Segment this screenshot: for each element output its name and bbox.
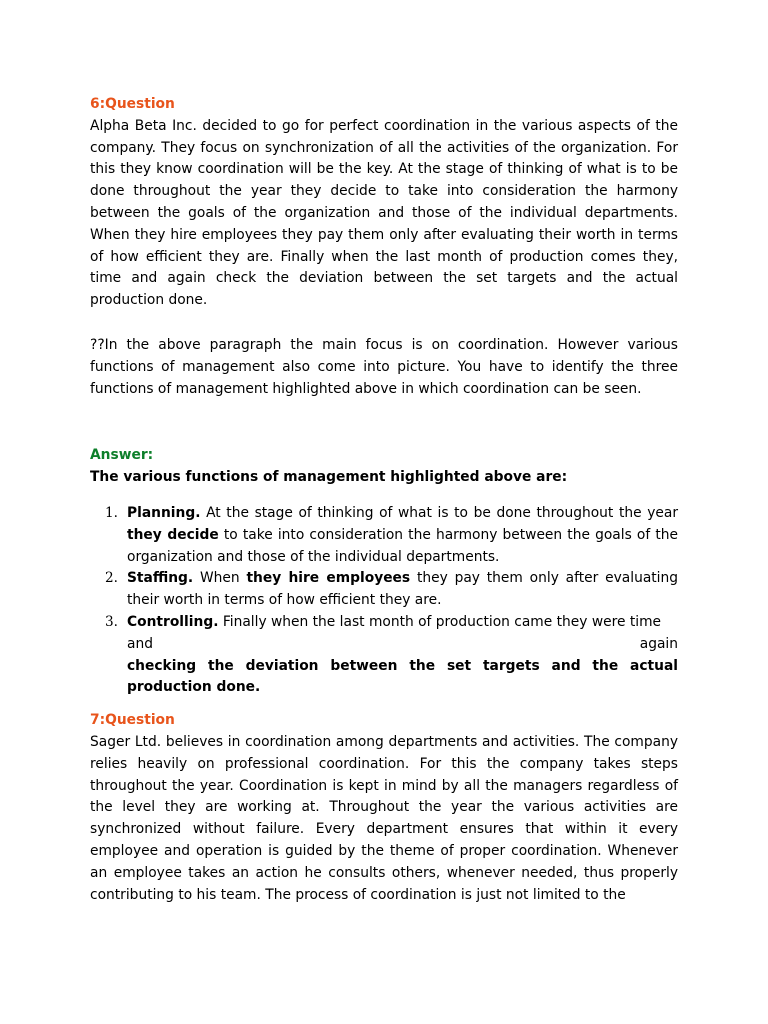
question-6-paragraph: Alpha Beta Inc. decided to go for perfect coordination in the various aspects of the company. They focus on synchronization of all the activities of the organization. For this they know coordination will be the key. At the stage of thinking of what is to be done throughout the year they decide to take into consideration the harmony between the goals of the organization and those of the individual departments. When they hire employees they pay them only after evaluating their worth in terms of how efficient they are. Finally when the last month of production comes they, time and again check the deviation between the set targets and the actual production done. — [90, 117, 678, 309]
list-number: 3. — [105, 613, 118, 630]
question-6-heading: 6:Question — [90, 96, 175, 112]
answer-item-text: to take into consideration the harmony between the goals of the organization and those of the individual departments. — [127, 526, 678, 565]
answer-item-controlling — [90, 612, 678, 699]
question-7-paragraph: Sager Ltd. believes in coordination among departments and activities. The company relies heavily on professional coordination. For this the company takes steps throughout the year. Coordination is kept in mind by all the managers regardless of the level they are working at. Throughout the year the various activities are synchronized without failure. Every department ensures that within it every employee and operation is guided by the theme of proper coordination. Whenever an employee takes an action he consults others, whenever needed, thus properly contributing to his team. The process of coordination is just not limited to the — [90, 733, 678, 903]
answer-list — [90, 503, 678, 699]
list-number: 1. — [105, 504, 118, 521]
answer-item-text: At the stage of thinking of what is to be done throughout the year — [200, 504, 678, 521]
question-6-task: ??In the above paragraph the main focus is on coordination. However various functions of management also come into picture. You have to identify the three functions of management highlighted above in which coordination can be seen. — [90, 336, 678, 397]
answer-item-emphasis: they hire employees — [246, 570, 411, 587]
answer-item-spread-line — [127, 634, 678, 656]
answer-item-emphasis: they decide — [127, 526, 219, 543]
answer-item-word-and: and — [127, 635, 153, 652]
question-7-heading: 7:Question — [90, 712, 175, 729]
answer-item-text: When — [193, 570, 247, 587]
list-number: 2. — [105, 570, 118, 587]
answer-heading: Answer: — [90, 447, 154, 464]
answer-item-text: Finally when the last month of production came they were time — [218, 613, 662, 630]
answer-item-title: Controlling. — [127, 613, 219, 630]
answer-item-emphasis: checking the deviation between the set targets and the actual production done. — [127, 657, 678, 696]
answer-item-planning — [90, 503, 678, 568]
answer-intro: The various functions of management highlighted above are: — [90, 469, 568, 486]
answer-item-text: they pay them only after evaluating their worth in terms of how efficient they are. — [127, 570, 679, 609]
document-page — [90, 94, 678, 906]
answer-item-word-again: again — [639, 635, 678, 652]
answer-item-title: Staffing. — [127, 570, 194, 587]
answer-item-staffing — [90, 568, 678, 612]
answer-item-title: Planning. — [127, 504, 201, 521]
